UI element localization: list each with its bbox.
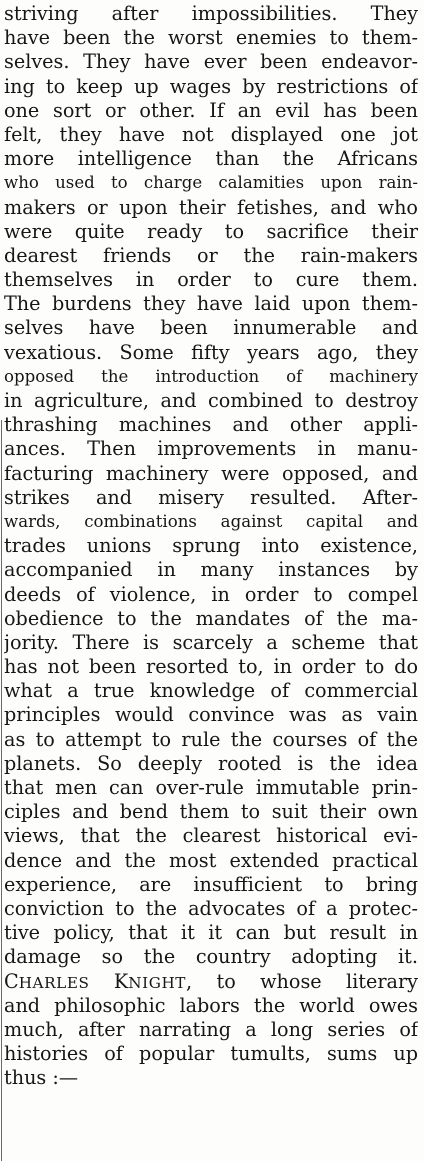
text-line: has not been resorted to, in order to do [4, 655, 418, 679]
text-line: histories of popular tumults, sums up [4, 1042, 418, 1066]
text-line: were quite ready to sacrifice their [4, 219, 418, 243]
author-name-line [4, 970, 418, 994]
text-line: vexatious. Some fifty years ago, they [4, 340, 418, 364]
text-line: strikes and misery resulted. After- [4, 485, 418, 509]
text-line: and philosophic labors the world owes [4, 993, 418, 1017]
text-line: views, that the clearest historical evi- [4, 824, 418, 848]
text-line: tive policy, that it it can but result in [4, 921, 418, 945]
text-line: accompanied in many instances by [4, 558, 418, 582]
text-line: dearest friends or the rain-makers [4, 243, 418, 267]
text-line: striving after impossibilities. They [4, 2, 418, 25]
author-line-rest: , to whose literary [186, 969, 418, 993]
text-line: obedience to the mandates of the ma- [4, 606, 418, 630]
text-line: wards, combinations against capital and [4, 511, 418, 531]
text-line: planets. So deeply rooted is the idea [4, 751, 418, 775]
author-first-rest: HARLES [18, 973, 90, 992]
text-line: have been the worst enemies to them- [4, 26, 418, 50]
text-line: that men can over-rule immutable prin- [4, 776, 418, 799]
text-line: principles would convince was as vain [4, 703, 418, 727]
text-line: ances. Then improvements in manu- [4, 437, 418, 461]
author-last-rest: NIGHT [128, 973, 187, 992]
text-line: experience, are insufficient to bring [4, 872, 418, 896]
text-line: selves have been innumerable and [4, 316, 418, 340]
text-line: ing to keep up wages by restrictions of [4, 74, 418, 98]
text-line: one sort or other. If an evil has been [4, 98, 418, 122]
text-line: as to attempt to rule the courses of the [4, 727, 418, 751]
text-line: conviction to the advocates of a protec- [4, 896, 418, 920]
text-line: who used to charge calamities upon rain- [4, 173, 418, 193]
author-first-initial: C [4, 969, 19, 993]
article-column [4, 2, 418, 1090]
text-line: much, after narrating a long series of [4, 1017, 418, 1041]
text-line: thrashing machines and other appli- [4, 413, 418, 437]
text-line: facturing machinery were opposed, and [4, 461, 418, 485]
text-line: The burdens they have laid upon them- [4, 292, 418, 316]
text-line: ciples and bend them to suit their own [4, 800, 418, 824]
text-line: opposed the introduction of machinery [4, 366, 418, 386]
text-line: damage so the country adopting it. [4, 945, 418, 969]
text-line: selves. They have ever been endeavor- [4, 50, 418, 74]
text-line: in agriculture, and combined to destroy [4, 389, 418, 412]
text-line: deeds of violence, in order to compel [4, 582, 418, 606]
text-line: felt, they have not displayed one jot [4, 122, 418, 146]
text-line: more intelligence than the Africans [4, 147, 418, 171]
author-last-initial: K [113, 969, 129, 993]
column-rule [1, 420, 2, 1161]
text-line: thus :— [4, 1066, 79, 1090]
text-line: what a true knowledge of commercial [4, 679, 418, 703]
text-line: trades unions sprung into existence, [4, 534, 418, 558]
text-line: themselves in order to cure them. [4, 268, 418, 292]
text-line: dence and the most extended practical [4, 848, 418, 872]
text-line: jority. There is scarcely a scheme that [4, 630, 418, 654]
text-line: makers or upon their fetishes, and who [4, 195, 418, 219]
